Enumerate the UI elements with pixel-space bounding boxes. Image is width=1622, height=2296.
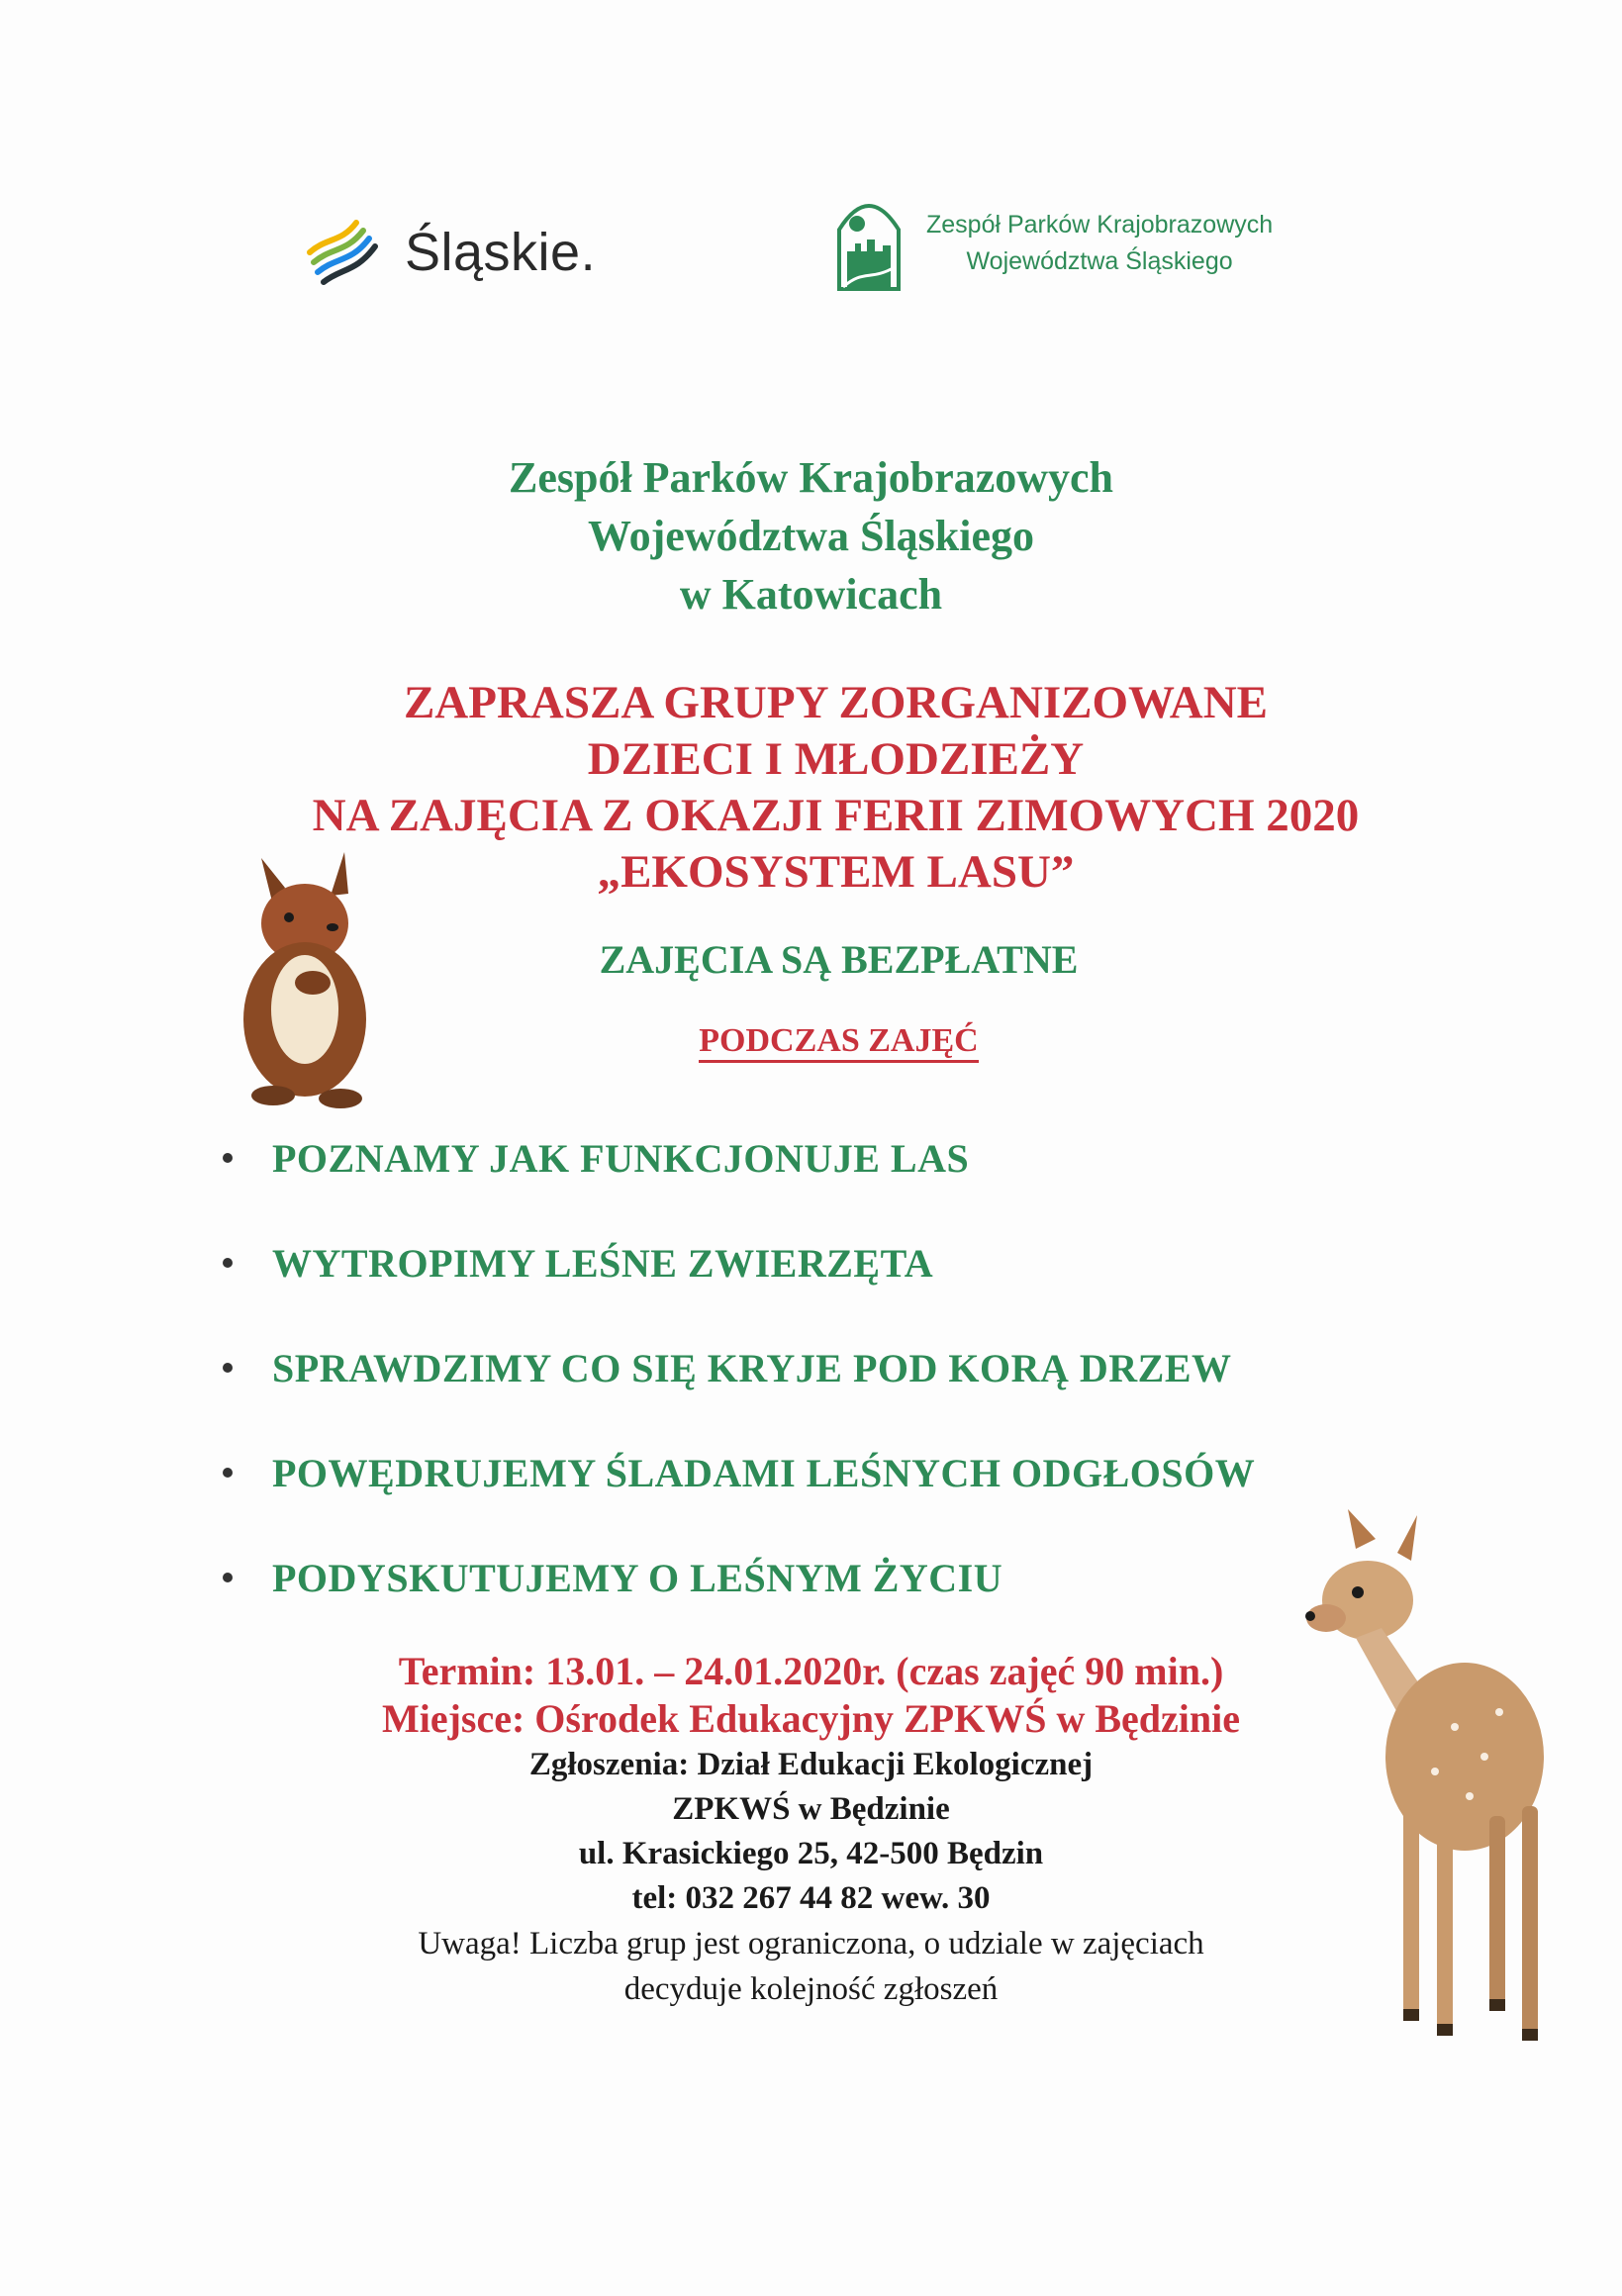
activity-text: SPRAWDZIMY CO SIĘ KRYJE POD KORĄ DRZEW (272, 1345, 1232, 1390)
list-item (223, 1105, 1255, 1210)
slaskie-logo-text: Śląskie. (405, 223, 597, 282)
invitation-line-2: DZIECI I MŁODZIEŻY (587, 733, 1085, 785)
event-info (0, 1648, 1622, 2012)
list-item (223, 1420, 1255, 1525)
applications-line-1: Zgłoszenia: Dział Edukacji Ekologicznej (528, 1747, 1094, 1782)
note-line-1: Uwaga! Liczba grup jest ograniczona, o udziale w zajęciach (418, 1926, 1204, 1961)
event-phone: tel: 032 267 44 82 wew. 30 (631, 1880, 991, 1916)
organization-line-3: w Katowicach (679, 570, 943, 619)
list-item (223, 1315, 1255, 1420)
activity-text: PODYSKUTUJEMY O LEŚNYM ŻYCIU (272, 1555, 1003, 1600)
organization-title (0, 448, 1622, 623)
zpk-logo-text (926, 190, 1273, 280)
bullet-dot-icon (223, 1468, 233, 1478)
organization-line-2: Województwa Śląskiego (588, 512, 1034, 560)
bullet-dot-icon (223, 1363, 233, 1373)
zpk-castle-tree-icon (833, 190, 905, 291)
note-line-2: decyduje kolejność zgłoszeń (623, 1971, 999, 2007)
event-place: Miejsce: Ośrodek Edukacyjny ZPKWŚ w Będzinie (381, 1696, 1241, 1741)
activity-text: POZNAMY JAK FUNKCJONUJE LAS (272, 1135, 970, 1181)
free-activities-text: ZAJĘCIA SĄ BEZPŁATNE (599, 937, 1079, 982)
slaskie-logo (302, 213, 596, 292)
during-activities-label: PODCZAS ZAJĘĆ (699, 1022, 978, 1063)
zpk-logo-line-1: Zespół Parków Krajobrazowych (926, 211, 1274, 239)
bullet-dot-icon (223, 1573, 233, 1582)
invitation-line-1: ZAPRASZA GRUPY ZORGANIZOWANE (403, 677, 1269, 728)
event-term: Termin: 13.01. – 24.01.2020r. (czas zajęć 90 min.) (398, 1649, 1224, 1693)
organization-line-1: Zespół Parków Krajobrazowych (508, 453, 1114, 502)
slaskie-waves-icon (302, 213, 391, 292)
event-address: ul. Krasickiego 25, 42-500 Będzin (578, 1836, 1044, 1871)
invitation-line-4: „EKOSYSTEM LASU” (597, 846, 1075, 898)
activity-text: WYTROPIMY LEŚNE ZWIERZĘTA (272, 1240, 934, 1286)
activity-text: POWĘDRUJEMY ŚLADAMI LEŚNYCH ODGŁOSÓW (272, 1450, 1256, 1495)
zpk-logo-line-2: Województwa Śląskiego (966, 247, 1233, 275)
list-item (223, 1525, 1255, 1630)
bullet-dot-icon (223, 1153, 233, 1163)
bullet-dot-icon (223, 1258, 233, 1268)
during-activities-heading (28, 1019, 1622, 1063)
applications-line-2: ZPKWŚ w Będzinie (672, 1791, 950, 1827)
invitation-line-3: NA ZAJĘCIA Z OKAZJI FERII ZIMOWYCH 2020 (312, 790, 1360, 841)
activities-list (223, 1105, 1255, 1630)
zpk-logo (833, 190, 1273, 291)
list-item (223, 1210, 1255, 1315)
